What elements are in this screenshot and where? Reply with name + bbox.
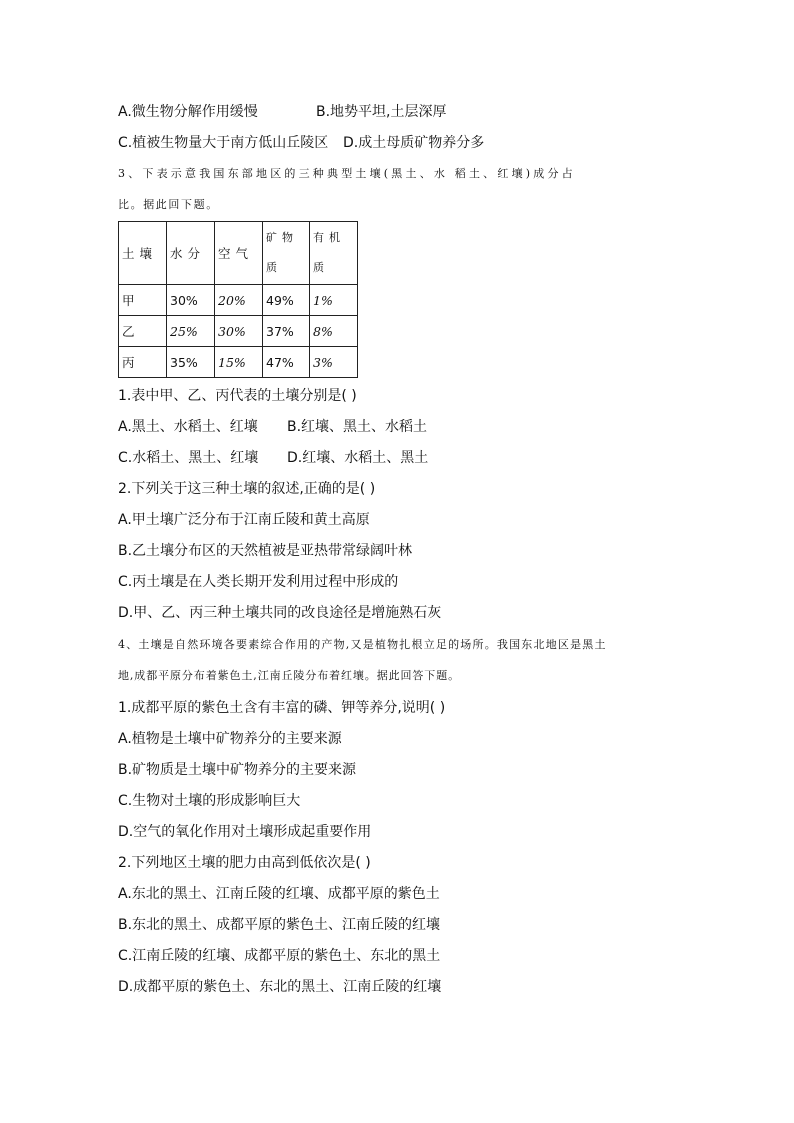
q2-option-a: A.微生物分解作用缓慢 [118,104,258,120]
table-cell: 3% [310,347,358,378]
table-cell: 35% [167,347,215,378]
table-cell: 乙 [119,316,167,347]
q3-sub1-option-c: C.水稻土、黑土、红壤 [118,450,259,466]
q4-sub1-stem: 1.成都平原的紫色土含有丰富的磷、钾等养分,说明( ) [118,700,446,716]
q4-sub2-option-b: B.东北的黑土、成都平原的紫色土、江南丘陵的红壤 [118,917,441,933]
q4-sub1-option-a: A.植物是土壤中矿物养分的主要来源 [118,731,342,747]
q3-sub2-option-c: C.丙土壤是在人类长期开发利用过程中形成的 [118,574,399,590]
q3-sub2-stem: 2.下列关于这三种土壤的叙述,正确的是( ) [118,481,376,497]
q3-sub2-option-d: D.甲、乙、丙三种土壤共同的改良途径是增施熟石灰 [118,605,442,621]
q2-option-d: D.成土母质矿物养分多 [343,135,485,151]
q3-sub1-option-a: A.黑土、水稻土、红壤 [118,419,258,435]
q3-intro-line2: 比。据此回下题。 [118,198,219,211]
q3-sub2-option-b: B.乙土壤分布区的天然植被是亚热带常绿阔叶林 [118,543,413,559]
table-cell: 20% [215,285,263,316]
q4-sub1-option-c: C.生物对土壤的形成影响巨大 [118,793,301,809]
q4-intro-line1: 4、土壤是自然环境各要素综合作用的产物,又是植物扎根立足的场所。我国东北地区是黑土 [118,638,607,651]
table-cell: 1% [310,285,358,316]
q4-sub2-option-a: A.东北的黑土、江南丘陵的红壤、成都平原的紫色土 [118,886,440,902]
table-row [119,285,358,316]
table-row [119,316,358,347]
table-cell: 49% [263,285,310,316]
header-cell-soil: 土壤 [119,222,167,285]
header-cell-organic: 有机质 [310,222,358,285]
table-cell: 丙 [119,347,167,378]
table-cell: 30% [167,285,215,316]
soil-composition-table [118,221,358,378]
q3-sub1-option-b: B.红壤、黑土、水稻土 [287,419,428,435]
header-cell-water: 水分 [167,222,215,285]
q2-option-b: B.地势平坦,土层深厚 [316,104,447,120]
table-cell: 甲 [119,285,167,316]
q3-sub1-option-d: D.红壤、水稻土、黑土 [287,450,429,466]
q2-option-c: C.植被生物量大于南方低山丘陵区 [118,135,329,151]
q4-sub2-option-c: C.江南丘陵的红壤、成都平原的紫色土、东北的黑土 [118,948,441,964]
table-cell: 37% [263,316,310,347]
q4-sub2-stem: 2.下列地区土壤的肥力由高到低依次是( ) [118,855,371,871]
table-cell: 30% [215,316,263,347]
table-row [119,347,358,378]
table-header-row [119,222,358,285]
table-cell: 25% [167,316,215,347]
q4-sub1-option-b: B.矿物质是土壤中矿物养分的主要来源 [118,762,357,778]
q4-sub1-option-d: D.空气的氧化作用对土壤形成起重要作用 [118,824,372,840]
q4-intro-line2: 地,成都平原分布着紫色土,江南丘陵分布着红壤。据此回答下题。 [118,669,460,682]
q3-sub2-option-a: A.甲土壤广泛分布于江南丘陵和黄土高原 [118,512,370,528]
q4-sub2-option-d: D.成都平原的紫色土、东北的黑土、江南丘陵的红壤 [118,979,442,995]
table-cell: 47% [263,347,310,378]
header-cell-mineral: 矿物质 [263,222,310,285]
table-cell: 15% [215,347,263,378]
header-cell-air: 空气 [215,222,263,285]
q3-sub1-stem: 1.表中甲、乙、丙代表的土壤分别是( ) [118,388,357,404]
q3-intro-line1: 3、下表示意我国东部地区的三种典型土壤(黑土、水 稻土、红壤)成分占 [118,167,576,180]
table-cell: 8% [310,316,358,347]
